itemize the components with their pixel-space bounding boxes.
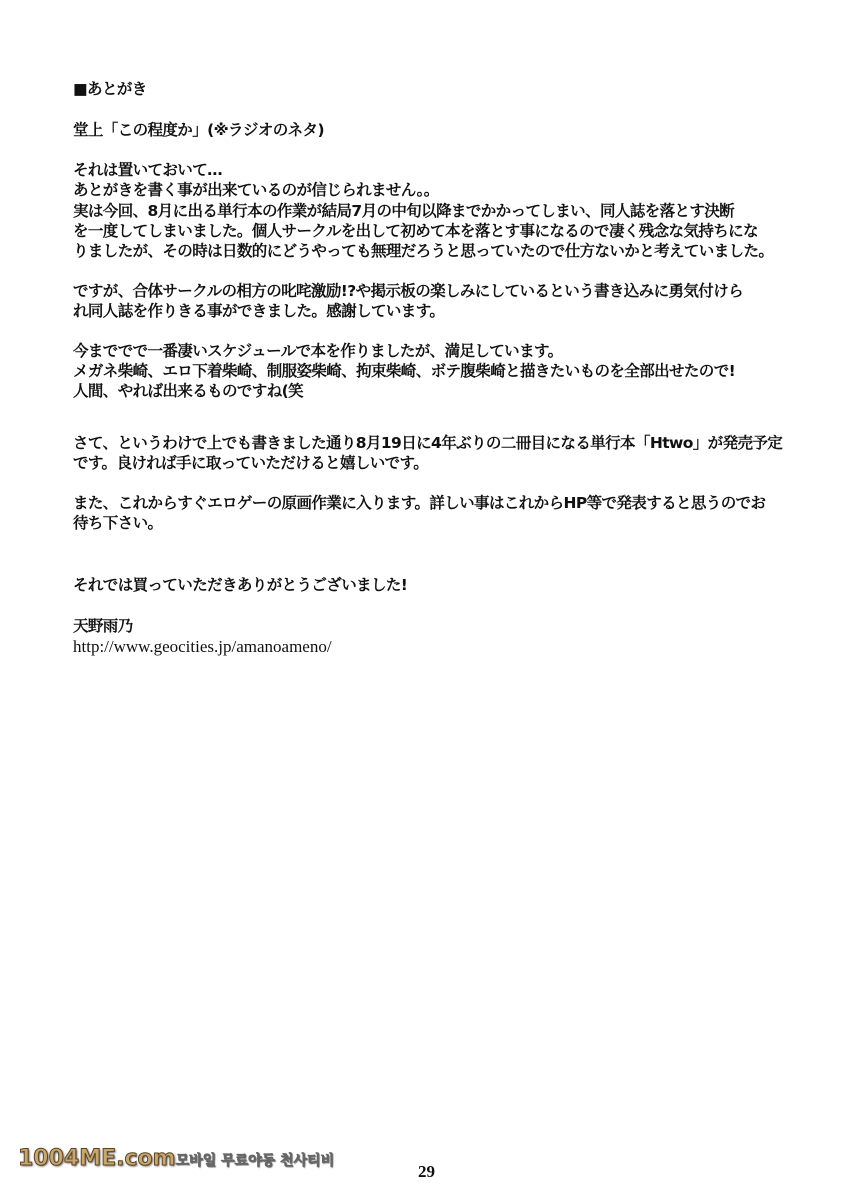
author-url: http://www.geocities.jp/amanoameno/	[73, 637, 332, 656]
author-name: 天野雨乃	[73, 617, 133, 635]
text-line: メガネ柴崎、エロ下着柴崎、制服姿柴崎、拘束柴崎、ボテ腹柴崎と描きたいものを全部出せたので!	[73, 362, 736, 380]
text-line: それは置いておいて…	[73, 161, 223, 179]
text-line: です。良ければ手に取っていただけると嬉しいです。	[73, 454, 429, 472]
text-line: れ同人誌を作りきる事ができました。感謝しています。	[73, 302, 445, 320]
text-line: ですが、合体サークルの相方の叱咤激励!?や掲示板の楽しみにしているという書き込みに勇気付けら	[73, 282, 743, 300]
text-line: あとがきを書く事が出来ているのが信じられません。。	[73, 181, 439, 199]
text-line: また、これからすぐエロゲーの原画作業に入ります。詳しい事はこれからHP等で発表すると思うのでお	[73, 494, 766, 512]
page-number: 29	[418, 1162, 435, 1181]
text-line: 今まででで一番凄いスケジュールで本を作りましたが、満足しています。	[73, 342, 563, 360]
text-line: りましたが、その時は日数的にどうやっても無理だろうと思っていたので仕方ないかと考えていました。	[73, 242, 774, 260]
watermark-brand: 1004ME.com	[18, 1146, 176, 1171]
text-line: を一度してしまいました。個人サークルを出して初めて本を落とす事になるので凄く残念な気持ちにな	[73, 222, 758, 240]
text-line: さて、というわけで上でも書きました通り8月19日に4年ぶりの二冊目になる単行本「Htwo」が発売予定	[73, 434, 783, 452]
watermark	[18, 1146, 334, 1174]
text-line: それでは買っていただきありがとうございました!	[73, 576, 408, 594]
afterword-heading: ■あとがき	[73, 80, 147, 98]
text-line: 堂上「この程度か」(※ラジオのネタ)	[73, 121, 324, 139]
text-line: 人間、やれば出来るものですね(笑	[73, 382, 303, 400]
watermark-tagline: 모바일 무료야동 천사티비	[175, 1153, 335, 1169]
text-line: 待ち下さい。	[73, 514, 163, 532]
text-line: 実は今回、8月に出る単行本の作業が結局7月の中旬以降までかかってしまい、同人誌を落とす決断	[73, 202, 735, 220]
